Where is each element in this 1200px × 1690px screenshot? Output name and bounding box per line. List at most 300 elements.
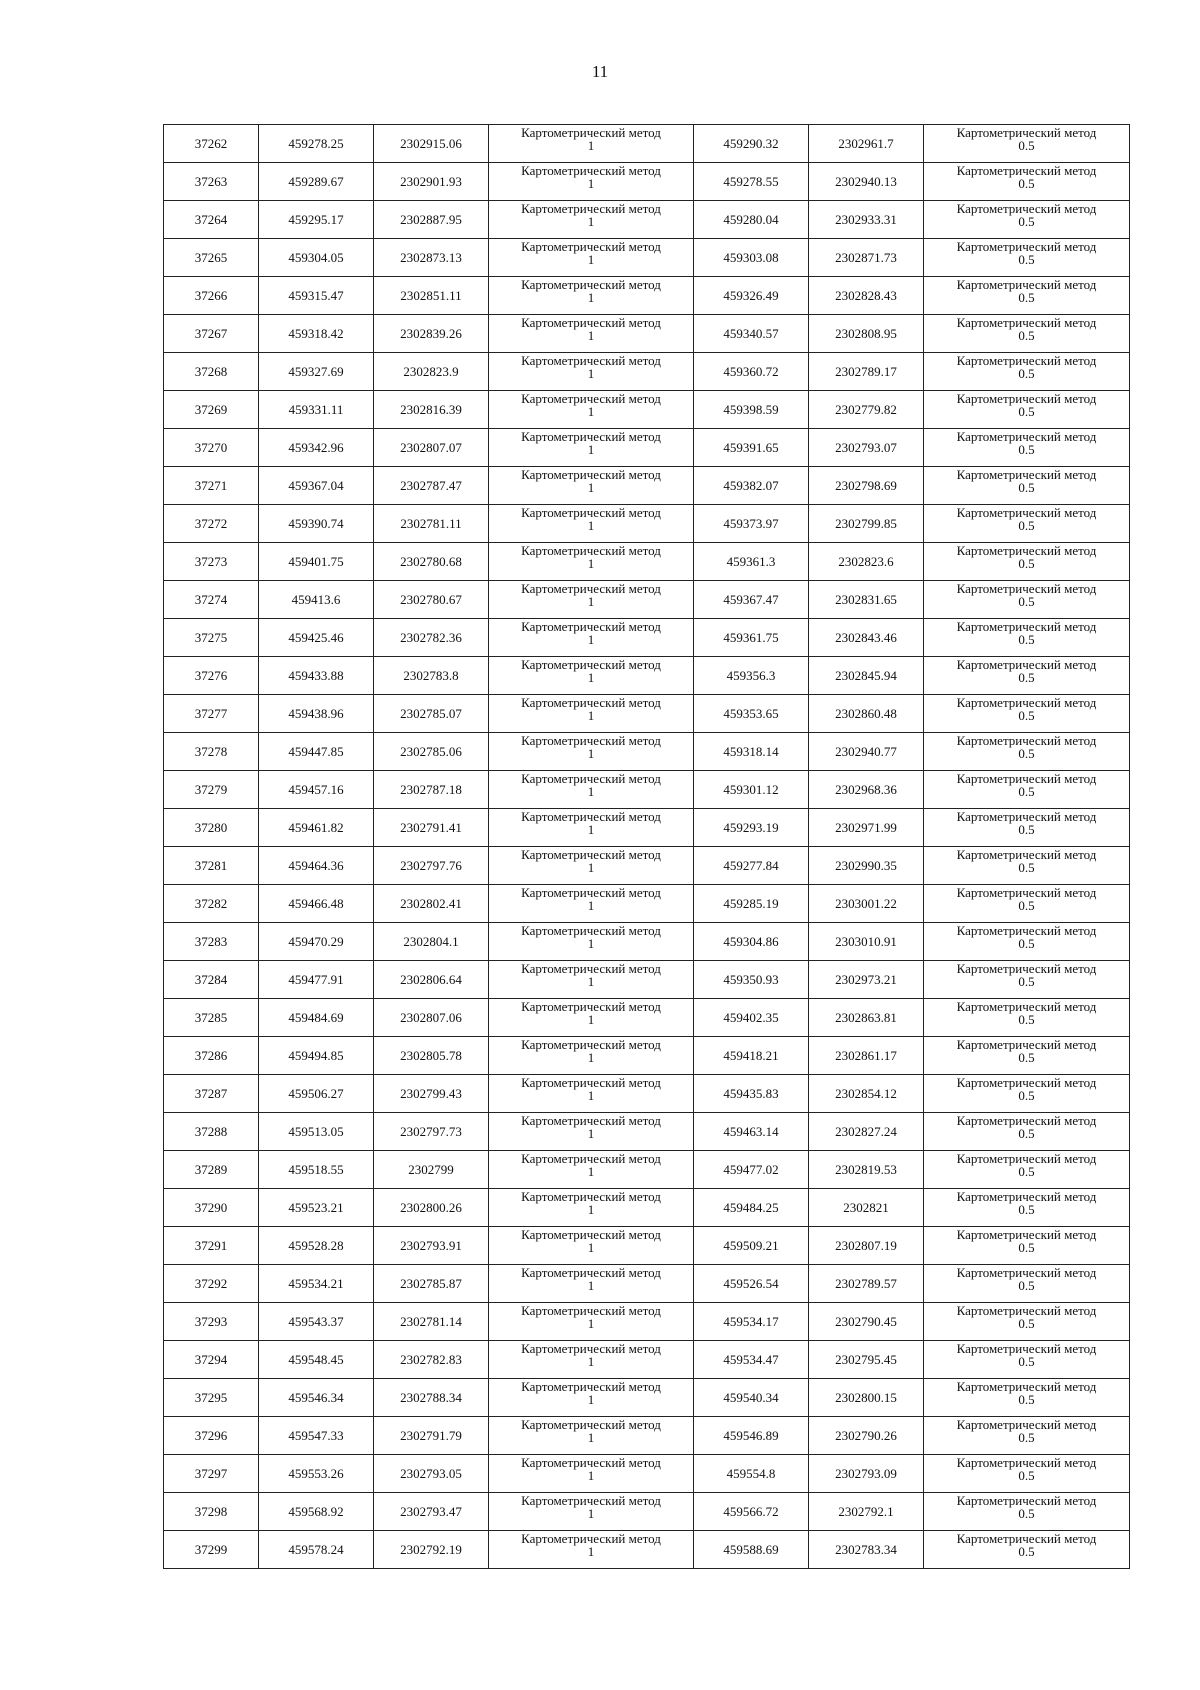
accuracy-value: 0.5 (1018, 404, 1035, 419)
x-coordinate-cell: 459361.75 (694, 619, 809, 657)
y-coordinate-cell: 2302807.19 (809, 1227, 924, 1265)
x-coordinate-cell: 459546.34 (259, 1379, 374, 1417)
x-coordinate-cell: 459303.08 (694, 239, 809, 277)
x-coordinate-cell: 459285.19 (694, 885, 809, 923)
x-coordinate-cell: 459277.84 (694, 847, 809, 885)
point-number-cell: 37298 (164, 1493, 259, 1531)
method-cell (489, 733, 694, 771)
y-coordinate-cell: 2302781.14 (374, 1303, 489, 1341)
accuracy-value: 0.5 (1018, 1506, 1035, 1521)
method-label: Картометрический метод (521, 1227, 661, 1242)
coordinates-table-body (164, 125, 1130, 1569)
table-row (164, 277, 1130, 315)
x-coordinate-cell: 459350.93 (694, 961, 809, 999)
method-cell (489, 1455, 694, 1493)
accuracy-value: 0.5 (1018, 1468, 1035, 1483)
y-coordinate-cell: 2302860.48 (809, 695, 924, 733)
x-coordinate-cell: 459566.72 (694, 1493, 809, 1531)
method-cell (924, 733, 1130, 771)
x-coordinate-cell: 459289.67 (259, 163, 374, 201)
accuracy-value: 0.5 (1018, 822, 1035, 837)
x-coordinate-cell: 459331.11 (259, 391, 374, 429)
table-row (164, 1227, 1130, 1265)
y-coordinate-cell: 2302780.67 (374, 581, 489, 619)
y-coordinate-cell: 2302806.64 (374, 961, 489, 999)
method-cell (489, 505, 694, 543)
method-label: Картометрический метод (956, 999, 1097, 1014)
method-label: Картометрический метод (956, 885, 1097, 900)
table-row (164, 239, 1130, 277)
accuracy-value: 1 (587, 1354, 595, 1369)
x-coordinate-cell: 459543.37 (259, 1303, 374, 1341)
accuracy-value: 1 (587, 746, 595, 761)
x-coordinate-cell: 459461.82 (259, 809, 374, 847)
y-coordinate-cell: 2302782.36 (374, 619, 489, 657)
x-coordinate-cell: 459528.28 (259, 1227, 374, 1265)
x-coordinate-cell: 459398.59 (694, 391, 809, 429)
point-number-cell: 37295 (164, 1379, 259, 1417)
x-coordinate-cell: 459413.6 (259, 581, 374, 619)
accuracy-value: 1 (587, 366, 595, 381)
x-coordinate-cell: 459578.24 (259, 1531, 374, 1569)
method-label: Картометрический метод (956, 1265, 1097, 1280)
accuracy-value: 0.5 (1018, 632, 1035, 647)
accuracy-value: 0.5 (1018, 518, 1035, 533)
method-label: Картометрический метод (956, 429, 1097, 444)
method-label: Картометрический метод (521, 847, 661, 862)
method-cell (924, 619, 1130, 657)
method-label: Картометрический метод (521, 923, 661, 938)
y-coordinate-cell: 2302851.11 (374, 277, 489, 315)
y-coordinate-cell: 2302783.34 (809, 1531, 924, 1569)
point-number-cell: 37263 (164, 163, 259, 201)
method-label: Картометрический метод (956, 619, 1097, 634)
y-coordinate-cell: 2302781.11 (374, 505, 489, 543)
point-number-cell: 37276 (164, 657, 259, 695)
x-coordinate-cell: 459433.88 (259, 657, 374, 695)
method-label: Картометрический метод (956, 657, 1097, 672)
accuracy-value: 1 (587, 138, 595, 153)
accuracy-value: 0.5 (1018, 936, 1035, 951)
method-label: Картометрический метод (956, 1151, 1097, 1166)
accuracy-value: 0.5 (1018, 442, 1035, 457)
accuracy-value: 1 (587, 404, 595, 419)
method-label: Картометрический метод (956, 1341, 1097, 1356)
x-coordinate-cell: 459401.75 (259, 543, 374, 581)
method-cell (489, 695, 694, 733)
table-row (164, 1493, 1130, 1531)
x-coordinate-cell: 459315.47 (259, 277, 374, 315)
x-coordinate-cell: 459367.04 (259, 467, 374, 505)
accuracy-value: 0.5 (1018, 1354, 1035, 1369)
accuracy-value: 1 (587, 1430, 595, 1445)
method-cell (924, 999, 1130, 1037)
accuracy-value: 1 (587, 1164, 595, 1179)
x-coordinate-cell: 459518.55 (259, 1151, 374, 1189)
method-label: Картометрический метод (521, 619, 661, 634)
method-cell (489, 1417, 694, 1455)
method-label: Картометрический метод (956, 923, 1097, 938)
method-cell (489, 1189, 694, 1227)
accuracy-value: 1 (587, 556, 595, 571)
y-coordinate-cell: 2302790.26 (809, 1417, 924, 1455)
method-cell (924, 657, 1130, 695)
point-number-cell: 37268 (164, 353, 259, 391)
y-coordinate-cell: 2302940.13 (809, 163, 924, 201)
x-coordinate-cell: 459367.47 (694, 581, 809, 619)
method-cell (489, 847, 694, 885)
method-cell (489, 1303, 694, 1341)
method-label: Картометрический метод (521, 1151, 661, 1166)
accuracy-value: 0.5 (1018, 290, 1035, 305)
method-label: Картометрический метод (521, 277, 661, 292)
method-label: Картометрический метод (521, 391, 661, 406)
table-row (164, 1189, 1130, 1227)
method-label: Картометрический метод (521, 695, 661, 710)
y-coordinate-cell: 2302827.24 (809, 1113, 924, 1151)
x-coordinate-cell: 459278.55 (694, 163, 809, 201)
accuracy-value: 1 (587, 1468, 595, 1483)
method-cell (489, 353, 694, 391)
table-row (164, 809, 1130, 847)
y-coordinate-cell: 2302793.09 (809, 1455, 924, 1493)
table-row (164, 1113, 1130, 1151)
x-coordinate-cell: 459588.69 (694, 1531, 809, 1569)
table-row (164, 429, 1130, 467)
y-coordinate-cell: 2302839.26 (374, 315, 489, 353)
method-label: Картометрический метод (956, 581, 1097, 596)
y-coordinate-cell: 2302845.94 (809, 657, 924, 695)
y-coordinate-cell: 2302887.95 (374, 201, 489, 239)
method-cell (489, 1493, 694, 1531)
x-coordinate-cell: 459466.48 (259, 885, 374, 923)
table-row (164, 1075, 1130, 1113)
accuracy-value: 1 (587, 1088, 595, 1103)
y-coordinate-cell: 2302816.39 (374, 391, 489, 429)
table-row (164, 999, 1130, 1037)
point-number-cell: 37274 (164, 581, 259, 619)
table-row (164, 1417, 1130, 1455)
accuracy-value: 0.5 (1018, 214, 1035, 229)
x-coordinate-cell: 459391.65 (694, 429, 809, 467)
point-number-cell: 37282 (164, 885, 259, 923)
method-cell (924, 1227, 1130, 1265)
accuracy-value: 0.5 (1018, 1202, 1035, 1217)
y-coordinate-cell: 2302785.87 (374, 1265, 489, 1303)
y-coordinate-cell: 2302968.36 (809, 771, 924, 809)
table-row (164, 1379, 1130, 1417)
method-label: Картометрический метод (521, 429, 661, 444)
method-cell (924, 771, 1130, 809)
method-cell (489, 1113, 694, 1151)
method-cell (489, 961, 694, 999)
method-cell (924, 505, 1130, 543)
method-cell (924, 961, 1130, 999)
method-label: Картометрический метод (956, 1227, 1097, 1242)
table-row (164, 733, 1130, 771)
method-label: Картометрический метод (521, 581, 661, 596)
point-number-cell: 37292 (164, 1265, 259, 1303)
method-cell (489, 201, 694, 239)
y-coordinate-cell: 2302797.73 (374, 1113, 489, 1151)
y-coordinate-cell: 2302791.41 (374, 809, 489, 847)
x-coordinate-cell: 459463.14 (694, 1113, 809, 1151)
method-cell (489, 543, 694, 581)
method-label: Картометрический метод (521, 467, 661, 482)
x-coordinate-cell: 459353.65 (694, 695, 809, 733)
y-coordinate-cell: 2302792.1 (809, 1493, 924, 1531)
x-coordinate-cell: 459402.35 (694, 999, 809, 1037)
x-coordinate-cell: 459373.97 (694, 505, 809, 543)
method-label: Картометрический метод (956, 505, 1097, 520)
table-row (164, 201, 1130, 239)
y-coordinate-cell: 2302780.68 (374, 543, 489, 581)
point-number-cell: 37290 (164, 1189, 259, 1227)
method-cell (489, 277, 694, 315)
accuracy-value: 0.5 (1018, 746, 1035, 761)
point-number-cell: 37288 (164, 1113, 259, 1151)
method-cell (924, 239, 1130, 277)
point-number-cell: 37264 (164, 201, 259, 239)
method-label: Картометрический метод (956, 125, 1097, 140)
accuracy-value: 1 (587, 670, 595, 685)
method-cell (924, 543, 1130, 581)
method-cell (924, 1037, 1130, 1075)
accuracy-value: 0.5 (1018, 252, 1035, 267)
x-coordinate-cell: 459301.12 (694, 771, 809, 809)
table-row (164, 619, 1130, 657)
y-coordinate-cell: 2302808.95 (809, 315, 924, 353)
method-cell (489, 999, 694, 1037)
method-label: Картометрический метод (956, 1379, 1097, 1394)
method-cell (924, 581, 1130, 619)
x-coordinate-cell: 459523.21 (259, 1189, 374, 1227)
x-coordinate-cell: 459534.21 (259, 1265, 374, 1303)
method-label: Картометрический метод (521, 771, 661, 786)
accuracy-value: 0.5 (1018, 1544, 1035, 1559)
method-label: Картометрический метод (521, 201, 661, 216)
y-coordinate-cell: 2302807.06 (374, 999, 489, 1037)
method-cell (489, 657, 694, 695)
accuracy-value: 0.5 (1018, 176, 1035, 191)
method-cell (924, 1113, 1130, 1151)
accuracy-value: 0.5 (1018, 1430, 1035, 1445)
method-cell (924, 1189, 1130, 1227)
method-label: Картометрический метод (956, 315, 1097, 330)
x-coordinate-cell: 459382.07 (694, 467, 809, 505)
x-coordinate-cell: 459304.86 (694, 923, 809, 961)
x-coordinate-cell: 459340.57 (694, 315, 809, 353)
x-coordinate-cell: 459356.3 (694, 657, 809, 695)
method-cell (489, 163, 694, 201)
table-row (164, 1037, 1130, 1075)
point-number-cell: 37275 (164, 619, 259, 657)
x-coordinate-cell: 459290.32 (694, 125, 809, 163)
table-row (164, 1531, 1130, 1569)
table-row (164, 885, 1130, 923)
table-row (164, 771, 1130, 809)
method-cell (924, 1075, 1130, 1113)
accuracy-value: 0.5 (1018, 1278, 1035, 1293)
y-coordinate-cell: 2302789.17 (809, 353, 924, 391)
accuracy-value: 1 (587, 898, 595, 913)
y-coordinate-cell: 2302843.46 (809, 619, 924, 657)
accuracy-value: 1 (587, 822, 595, 837)
accuracy-value: 0.5 (1018, 1012, 1035, 1027)
table-row (164, 353, 1130, 391)
method-cell (924, 1531, 1130, 1569)
accuracy-value: 0.5 (1018, 670, 1035, 685)
y-coordinate-cell: 2302804.1 (374, 923, 489, 961)
method-label: Картометрический метод (521, 353, 661, 368)
y-coordinate-cell: 2302871.73 (809, 239, 924, 277)
method-cell (489, 1037, 694, 1075)
x-coordinate-cell: 459477.02 (694, 1151, 809, 1189)
accuracy-value: 0.5 (1018, 328, 1035, 343)
method-cell (924, 1151, 1130, 1189)
method-cell (924, 353, 1130, 391)
accuracy-value: 0.5 (1018, 594, 1035, 609)
x-coordinate-cell: 459526.54 (694, 1265, 809, 1303)
accuracy-value: 0.5 (1018, 1240, 1035, 1255)
point-number-cell: 37291 (164, 1227, 259, 1265)
method-cell (924, 277, 1130, 315)
point-number-cell: 37289 (164, 1151, 259, 1189)
x-coordinate-cell: 459568.92 (259, 1493, 374, 1531)
y-coordinate-cell: 2302787.18 (374, 771, 489, 809)
accuracy-value: 1 (587, 214, 595, 229)
accuracy-value: 1 (587, 518, 595, 533)
y-coordinate-cell: 2302789.57 (809, 1265, 924, 1303)
method-cell (489, 771, 694, 809)
y-coordinate-cell: 2302828.43 (809, 277, 924, 315)
method-label: Картометрический метод (521, 657, 661, 672)
table-row (164, 581, 1130, 619)
x-coordinate-cell: 459326.49 (694, 277, 809, 315)
method-label: Картометрический метод (956, 353, 1097, 368)
method-cell (924, 809, 1130, 847)
accuracy-value: 1 (587, 1240, 595, 1255)
table-row (164, 961, 1130, 999)
page-number: 11 (591, 62, 609, 81)
method-cell (924, 1455, 1130, 1493)
y-coordinate-cell: 2302788.34 (374, 1379, 489, 1417)
x-coordinate-cell: 459278.25 (259, 125, 374, 163)
x-coordinate-cell: 459342.96 (259, 429, 374, 467)
point-number-cell: 37281 (164, 847, 259, 885)
method-label: Картометрический метод (956, 1075, 1097, 1090)
table-row (164, 125, 1130, 163)
accuracy-value: 0.5 (1018, 1392, 1035, 1407)
method-label: Картометрический метод (521, 1455, 661, 1470)
y-coordinate-cell: 2302800.15 (809, 1379, 924, 1417)
y-coordinate-cell: 2302915.06 (374, 125, 489, 163)
x-coordinate-cell: 459484.69 (259, 999, 374, 1037)
method-cell (489, 1075, 694, 1113)
y-coordinate-cell: 2302787.47 (374, 467, 489, 505)
y-coordinate-cell: 2303001.22 (809, 885, 924, 923)
method-cell (489, 1379, 694, 1417)
accuracy-value: 1 (587, 1126, 595, 1141)
table-row (164, 1265, 1130, 1303)
method-label: Картометрический метод (956, 1493, 1097, 1508)
y-coordinate-cell: 2302802.41 (374, 885, 489, 923)
point-number-cell: 37267 (164, 315, 259, 353)
x-coordinate-cell: 459318.14 (694, 733, 809, 771)
method-cell (489, 1151, 694, 1189)
method-cell (489, 429, 694, 467)
method-label: Картометрический метод (956, 239, 1097, 254)
method-label: Картометрический метод (521, 809, 661, 824)
method-cell (489, 581, 694, 619)
point-number-cell: 37271 (164, 467, 259, 505)
y-coordinate-cell: 2302793.05 (374, 1455, 489, 1493)
method-cell (489, 315, 694, 353)
accuracy-value: 0.5 (1018, 1164, 1035, 1179)
y-coordinate-cell: 2302823.6 (809, 543, 924, 581)
y-coordinate-cell: 2302854.12 (809, 1075, 924, 1113)
method-cell (924, 163, 1130, 201)
y-coordinate-cell: 2302800.26 (374, 1189, 489, 1227)
method-label: Картометрический метод (956, 961, 1097, 976)
method-cell (924, 885, 1130, 923)
method-cell (489, 125, 694, 163)
accuracy-value: 1 (587, 594, 595, 609)
method-label: Картометрический метод (521, 1303, 661, 1318)
x-coordinate-cell: 459547.33 (259, 1417, 374, 1455)
table-row (164, 163, 1130, 201)
point-number-cell: 37297 (164, 1455, 259, 1493)
accuracy-value: 1 (587, 860, 595, 875)
point-number-cell: 37280 (164, 809, 259, 847)
accuracy-value: 0.5 (1018, 366, 1035, 381)
y-coordinate-cell: 2302990.35 (809, 847, 924, 885)
method-label: Картометрический метод (521, 961, 661, 976)
accuracy-value: 1 (587, 1392, 595, 1407)
x-coordinate-cell: 459477.91 (259, 961, 374, 999)
x-coordinate-cell: 459534.17 (694, 1303, 809, 1341)
point-number-cell: 37286 (164, 1037, 259, 1075)
point-number-cell: 37262 (164, 125, 259, 163)
method-label: Картометрический метод (521, 1037, 661, 1052)
point-number-cell: 37272 (164, 505, 259, 543)
method-label: Картометрический метод (521, 1341, 661, 1356)
x-coordinate-cell: 459438.96 (259, 695, 374, 733)
y-coordinate-cell: 2302785.07 (374, 695, 489, 733)
method-label: Картометрический метод (956, 847, 1097, 862)
point-number-cell: 37287 (164, 1075, 259, 1113)
method-cell (924, 1417, 1130, 1455)
y-coordinate-cell: 2302821 (809, 1189, 924, 1227)
accuracy-value: 1 (587, 784, 595, 799)
method-label: Картометрический метод (521, 163, 661, 178)
y-coordinate-cell: 2302798.69 (809, 467, 924, 505)
x-coordinate-cell: 459360.72 (694, 353, 809, 391)
accuracy-value: 1 (587, 176, 595, 191)
accuracy-value: 0.5 (1018, 556, 1035, 571)
x-coordinate-cell: 459435.83 (694, 1075, 809, 1113)
method-label: Картометрический метод (956, 1113, 1097, 1128)
x-coordinate-cell: 459457.16 (259, 771, 374, 809)
x-coordinate-cell: 459295.17 (259, 201, 374, 239)
table-row (164, 695, 1130, 733)
y-coordinate-cell: 2302823.9 (374, 353, 489, 391)
method-label: Картометрический метод (521, 125, 661, 140)
x-coordinate-cell: 459513.05 (259, 1113, 374, 1151)
method-cell (489, 809, 694, 847)
method-cell (924, 1265, 1130, 1303)
y-coordinate-cell: 2302793.47 (374, 1493, 489, 1531)
